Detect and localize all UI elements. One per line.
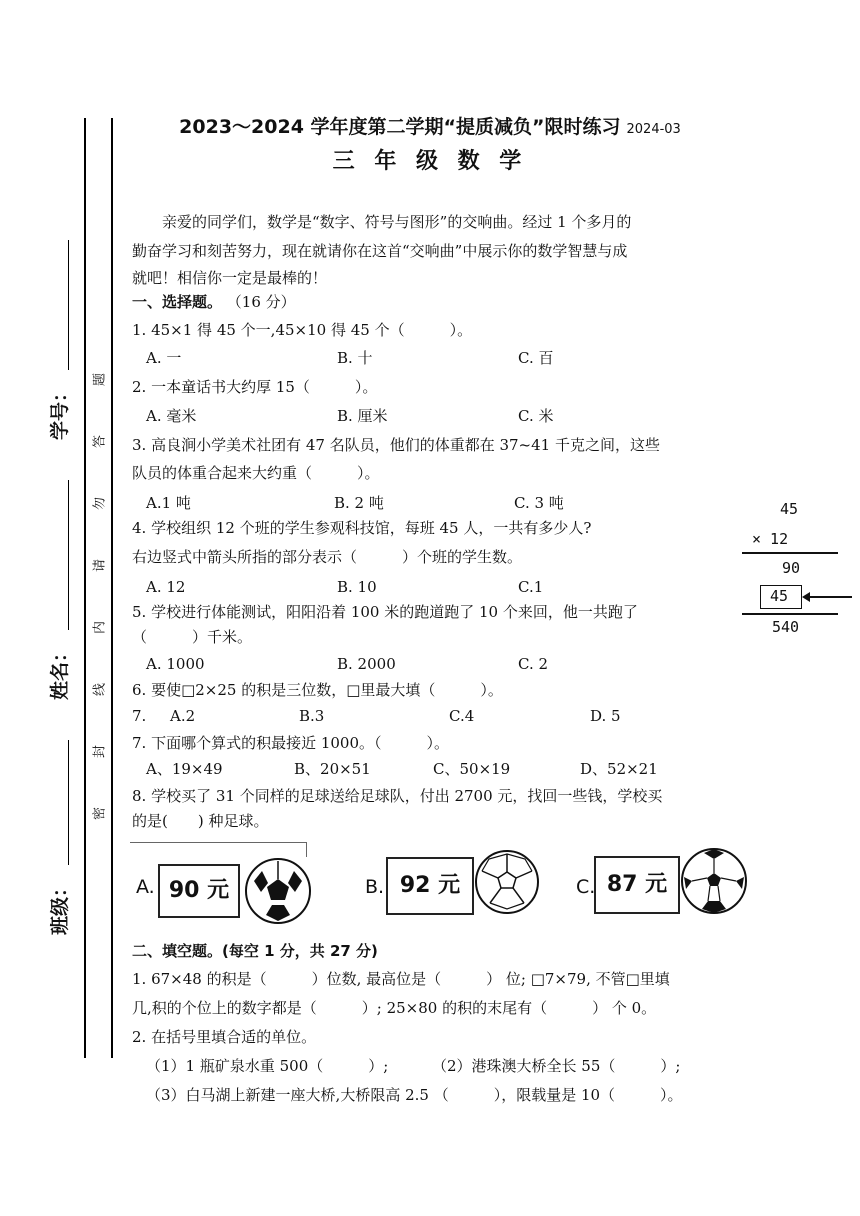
question-3-line2: 队员的体重合起来大约重（ ）。 — [132, 464, 380, 482]
seal-char: 答 — [92, 435, 108, 449]
q2-option-c: C. 米 — [518, 407, 554, 425]
question-4-line2: 右边竖式中箭头所指的部分表示（ ）个班的学生数。 — [132, 548, 523, 566]
section1-title: 一、选择题。 — [132, 293, 223, 311]
s2-question-1-line2: 几,积的个位上的数字都是（ ）; 25×80 的积的末尾有（ ） 个 0。 — [132, 999, 657, 1017]
q4-option-b: B. 10 — [337, 578, 377, 596]
q6-option-a: A.2 — [170, 707, 196, 725]
q3-option-c: C. 3 吨 — [514, 494, 564, 512]
q3-option-b: B. 2 吨 — [334, 494, 384, 512]
intro-line: 亲爱的同学们，数学是“数字、符号与图形”的交响曲。经过 1 个多月的 — [162, 213, 632, 231]
arrow-icon — [806, 596, 852, 598]
q3-option-a: A.1 吨 — [146, 494, 191, 512]
corner-mark — [130, 842, 307, 857]
binding-line-inner — [111, 118, 113, 1058]
q1-option-a: A. 一 — [146, 349, 182, 367]
q5-option-b: B. 2000 — [337, 655, 396, 673]
question-6: 6. 要使□2×25 的积是三位数，□里最大填（ ）。 — [132, 681, 503, 699]
class-underline — [68, 740, 69, 865]
q6-option-b: B.3 — [299, 707, 325, 725]
student-id-label: 学号： — [49, 382, 71, 440]
seal-char: 内 — [92, 621, 108, 635]
class-label: 班级： — [49, 877, 71, 935]
q8-option-c-price: 87 元 — [594, 856, 680, 914]
exam-date: 2024-03 — [626, 122, 681, 137]
exam-title: 2023～2024 学年度第二学期“提质减负”限时练习 — [179, 116, 621, 138]
seal-char: 密 — [92, 807, 108, 821]
seal-char: 封 — [92, 745, 108, 759]
q4-option-c: C.1 — [518, 578, 544, 596]
name-underline — [68, 480, 69, 630]
seal-char: 题 — [92, 373, 108, 387]
q6-option-d: D. 5 — [590, 707, 621, 725]
name-label: 姓名： — [49, 642, 71, 700]
s2-question-2-3: （3）白马湖上新建一座大桥,大桥限高 2.5 （ ），限载量是 10（ ）。 — [146, 1086, 683, 1104]
question-1: 1. 45×1 得 45 个一,45×10 得 45 个（ ）。 — [132, 321, 473, 339]
q6-number: 7. — [132, 707, 147, 725]
q5-option-c: C. 2 — [518, 655, 549, 673]
calc-row-product: 540 — [772, 618, 800, 636]
soccer-ball-icon — [244, 857, 312, 925]
q6-option-c: C.4 — [449, 707, 475, 725]
calc-rule-1 — [742, 552, 838, 554]
seal-char: 线 — [92, 683, 108, 697]
q2-option-a: A. 毫米 — [146, 407, 197, 425]
q1-option-b: B. 十 — [337, 349, 373, 367]
q8-option-b-price: 92 元 — [386, 857, 474, 915]
q2-option-b: B. 厘米 — [337, 407, 388, 425]
question-4-line1: 4. 学校组织 12 个班的学生参观科技馆，每班 45 人，一共有多少人? — [132, 519, 592, 537]
question-2: 2. 一本童话书大约厚 15（ ）。 — [132, 378, 378, 396]
q7-option-c: C、50×19 — [433, 760, 511, 778]
section1-heading — [132, 292, 732, 312]
q8-option-c-letter: C. — [576, 876, 596, 898]
question-5-line1: 5. 学校进行体能测试，阳阳沿着 100 米的跑道跑了 10 个来回，他一共跑了 — [132, 603, 638, 621]
intro-line: 就吧！相信你一定是最棒的！ — [132, 269, 328, 287]
q8-option-a-letter: A. — [136, 876, 155, 898]
soccer-ball-icon — [680, 847, 748, 915]
intro-line: 勤奋学习和刻苦努力，现在就请你在这首“交响曲”中展示你的数学智慧与成 — [132, 242, 628, 260]
section2-title: 二、填空题。(每空 1 分，共 27 分) — [132, 942, 378, 960]
calc-row-partial-1: 90 — [782, 559, 801, 577]
calc-row-multiplier: × 12 — [752, 530, 789, 548]
s2-question-2-2: （2）港珠澳大桥全长 55（ ）; — [432, 1057, 681, 1075]
q8-option-b-letter: B. — [365, 876, 385, 898]
section1-score: （16 分） — [226, 293, 296, 311]
q5-option-a: A. 1000 — [146, 655, 205, 673]
student-id-underline — [68, 240, 69, 370]
question-5-line2: （ ）千米。 — [132, 628, 253, 646]
s2-question-2-1: （1）1 瓶矿泉水重 500（ ）; — [146, 1057, 389, 1075]
question-8-line1: 8. 学校买了 31 个同样的足球送给足球队，付出 2700 元，找回一些钱，学校买 — [132, 787, 663, 805]
s2-question-1-line1: 1. 67×48 的积是（ ）位数, 最高位是（ ） 位; □7×79, 不管□里填 — [132, 970, 670, 988]
q7-option-b: B、20×51 — [294, 760, 371, 778]
question-3-line1: 3. 高良涧小学美术社团有 47 名队员，他们的体重都在 37~41 千克之间，这些 — [132, 436, 660, 454]
seal-char: 请 — [92, 559, 108, 573]
calc-rule-2 — [742, 613, 838, 615]
exam-subject: 三 年 级 数 学 — [332, 149, 528, 174]
q8-option-a-price: 90 元 — [158, 864, 240, 918]
q1-option-c: C. 百 — [518, 349, 554, 367]
page-title — [0, 112, 860, 139]
calc-row-multiplicand: 45 — [780, 500, 799, 518]
q4-option-a: A. 12 — [146, 578, 186, 596]
q7-option-d: D、52×21 — [580, 760, 658, 778]
q7-option-a: A、19×49 — [146, 760, 223, 778]
arrow-head-icon — [802, 592, 810, 602]
binding-line-outer — [84, 118, 86, 1058]
question-8-line2: 的是( ) 种足球。 — [132, 812, 269, 830]
soccer-ball-icon — [474, 849, 540, 915]
s2-question-2: 2. 在括号里填合适的单位。 — [132, 1028, 317, 1046]
seal-char: 勿 — [92, 497, 108, 511]
calc-row-partial-2: 45 — [770, 587, 789, 605]
question-7: 7. 下面哪个算式的积最接近 1000。（ ）。 — [132, 734, 450, 752]
